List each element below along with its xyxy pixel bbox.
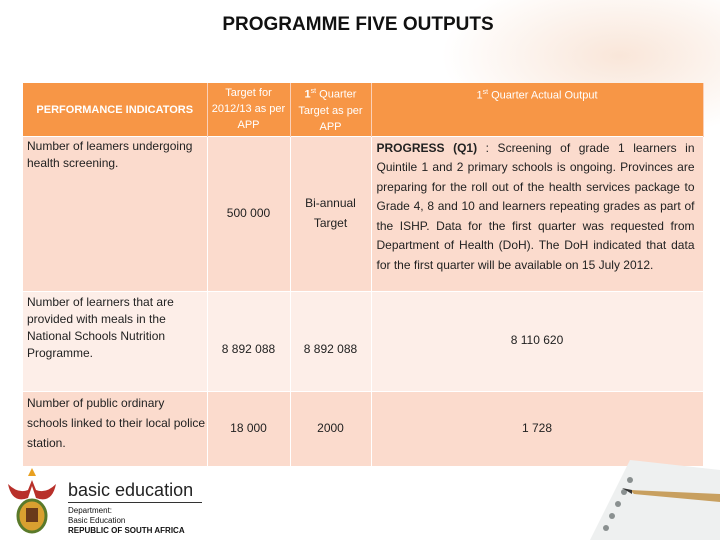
table-row: [23, 136, 703, 291]
header-q1-sup: st: [310, 88, 317, 95]
q1-target-cell: 2000: [290, 391, 371, 466]
header-actual-num: 1: [476, 89, 483, 102]
country-line: REPUBLIC OF SOUTH AFRICA: [68, 526, 185, 535]
header-actual-sup: st: [482, 89, 489, 96]
notebook-pen-image: [560, 450, 720, 540]
header-actual: [371, 83, 703, 136]
progress-label: PROGRESS (Q1): [376, 140, 478, 155]
header-indicators: PERFORMANCE INDICATORS: [23, 83, 207, 136]
table-header: [23, 83, 703, 136]
progress-text: : Screening of grade 1 learners in Quintile 1 and 2 primary schools is ongoing. Provinces are preparing for the roll out of the health services package to Grade 4, 8 and 10 and learners repeating grades as part of the ISHP. Data for the first quarter was requested from Department of Health (DoH). The DoH indicated that data for the first quarter will be available on 15 July 2012.: [376, 140, 695, 272]
actual-cell: 8 110 620: [371, 291, 703, 391]
table-row: [23, 291, 703, 391]
indicator-cell: Number of learners that are provided with meals in the National Schools Nutrition Programme.: [23, 291, 207, 391]
target-cell: 18 000: [207, 391, 290, 466]
header-q1-num: 1: [304, 88, 311, 101]
dept-line-2: Basic Education: [68, 516, 126, 525]
dept-line-1: Department:: [68, 506, 113, 515]
outputs-table: [23, 83, 704, 466]
target-cell: 500 000: [207, 136, 290, 291]
coat-of-arms-icon: [2, 464, 62, 538]
header-q1-target: [290, 83, 371, 136]
header-actual-text: Quarter Actual Output: [488, 89, 598, 102]
actual-cell: 1 728: [371, 391, 703, 466]
header-target: Target for 2012/13 as per APP: [207, 83, 290, 136]
indicator-cell: Number of leamers undergoing health screening.: [23, 136, 207, 291]
brand-name: basic education: [68, 480, 202, 503]
indicator-cell: Number of public ordinary schools linked to their local police station.: [23, 391, 207, 466]
target-cell: 8 892 088: [207, 291, 290, 391]
page-title: PROGRAMME FIVE OUTPUTS: [222, 14, 494, 35]
header-q1-text: Quarter Target as per APP: [298, 88, 363, 133]
department-label: [68, 506, 185, 536]
q1-target-cell: 8 892 088: [290, 291, 371, 391]
actual-cell: [371, 136, 703, 291]
q1-target-cell: Bi-annual Target: [290, 136, 371, 291]
